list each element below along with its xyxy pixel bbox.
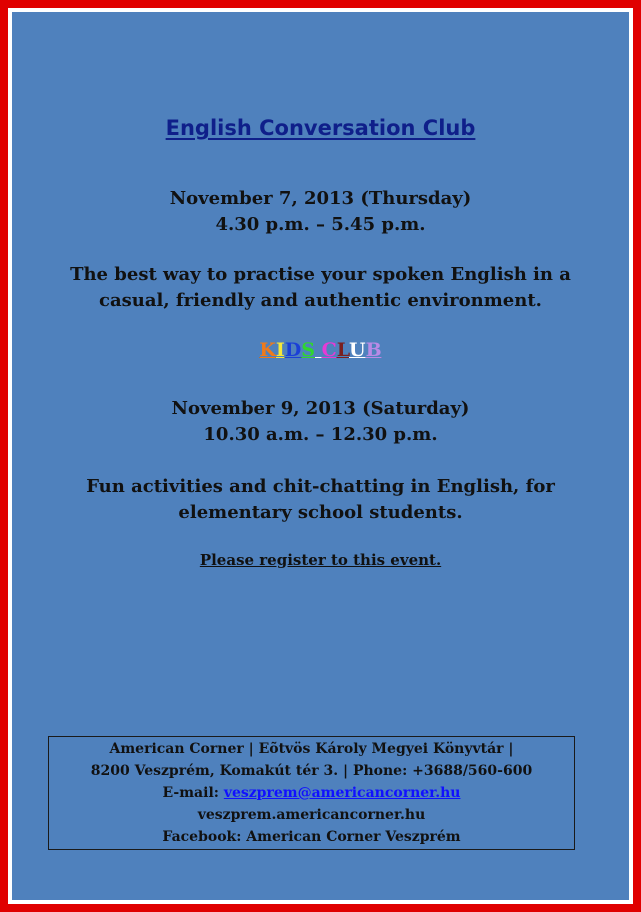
flyer-panel <box>12 12 629 900</box>
email-label: E-mail: <box>162 785 224 801</box>
event2-date: November 9, 2013 (Saturday) <box>171 398 470 419</box>
register-notice: Please register to this event. <box>199 551 442 569</box>
contact-line-address: 8200 Veszprém, Komakút tér 3. | Phone: +3688/560-600 <box>90 763 533 779</box>
contact-line-facebook: Facebook: American Corner Veszprém <box>162 829 461 845</box>
kids-club-letter: S <box>301 339 315 361</box>
email-link[interactable]: veszprem@americancorner.hu <box>223 785 461 801</box>
event2-schedule <box>12 396 629 448</box>
event2-description-line2: elementary school students. <box>178 502 463 523</box>
kids-club-letter: L <box>336 339 350 361</box>
contact-line-email <box>49 782 574 804</box>
kids-club-letter: B <box>365 339 382 361</box>
contact-line-website: veszprem.americancorner.hu <box>197 807 426 823</box>
kids-club-letter: U <box>349 339 366 361</box>
event1-date: November 7, 2013 (Thursday) <box>169 188 472 209</box>
contact-box <box>48 736 575 850</box>
event2-time: 10.30 a.m. – 12.30 p.m. <box>203 424 438 445</box>
kids-club-letter: D <box>284 339 302 361</box>
kids-club-letter <box>315 339 322 361</box>
kids-club-heading <box>12 339 629 361</box>
event1-time: 4.30 p.m. – 5.45 p.m. <box>215 214 426 235</box>
kids-club-letter: I <box>275 339 285 361</box>
flyer-inner-border <box>8 8 633 904</box>
event2-description <box>12 474 629 526</box>
event1-description-line1: The best way to practise your spoken English in a <box>70 264 571 285</box>
event1-description <box>12 262 629 314</box>
kids-club-letter: C <box>321 339 337 361</box>
event1-description-line2: casual, friendly and authentic environment. <box>99 290 542 311</box>
event2-description-line1: Fun activities and chit-chatting in English, for <box>86 476 555 497</box>
event1-schedule <box>12 186 629 238</box>
page-title: English Conversation Club <box>165 116 476 140</box>
kids-club-letter: K <box>259 339 276 361</box>
contact-line-organization: American Corner | Eõtvös Károly Megyei Könyvtár | <box>109 741 514 757</box>
